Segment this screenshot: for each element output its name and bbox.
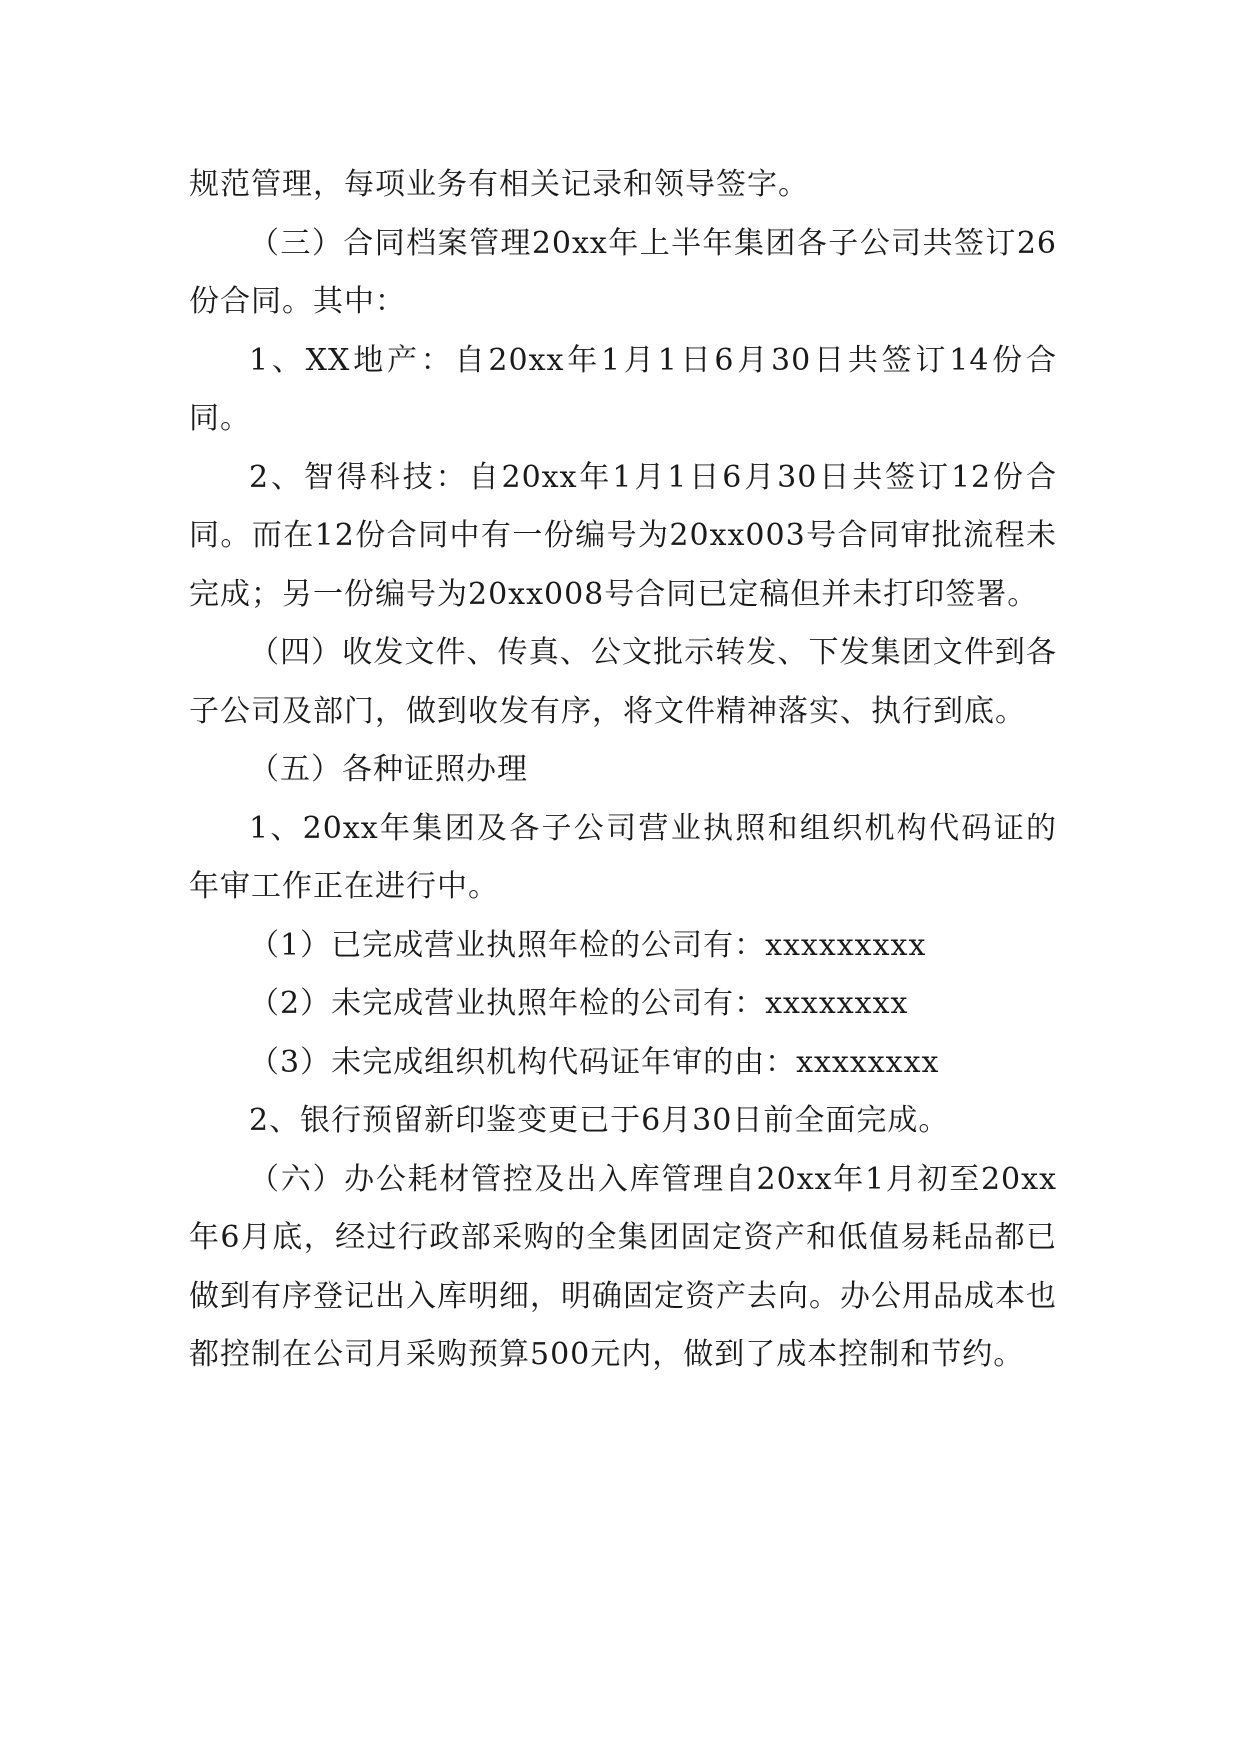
paragraph-office-supplies: （六）办公耗材管控及出入库管理自20xx年1月初至20xx年6月底，经过行政部采购的全集团固定资产和低值易耗品都已做到有序登记出入库明细，明确固定资产去向。办公用品成本也都控制在公司月采购预算500元内，做到了成本控制和节约。	[189, 1161, 1057, 1372]
paragraph-licenses-heading: （五）各种证照办理	[249, 752, 528, 787]
paragraph-annual-review: 1、20xx年集团及各子公司营业执照和组织机构代码证的年审工作正在进行中。	[189, 810, 1057, 904]
paragraph-xx-realestate: 1、XX地产：自20xx年1月1日6月30日共签订14份合同。	[189, 342, 1057, 436]
paragraph-license-pending: （2）未完成营业执照年检的公司有：xxxxxxxx	[249, 986, 909, 1021]
paragraph-org-code-pending: （3）未完成组织机构代码证年审的由：xxxxxxxx	[249, 1044, 940, 1080]
paragraph-bank-seal: 2、银行预留新印鉴变更已于6月30日前全面完成。	[249, 1103, 950, 1138]
document-body	[189, 156, 1057, 1385]
paragraph-document-dispatch: （四）收发文件、传真、公文批示转发、下发集团文件到各子公司及部门，做到收发有序，将文件精神落实、执行到底。	[189, 635, 1057, 729]
paragraph-contract-archive: （三）合同档案管理20xx年上半年集团各子公司共签订26份合同。其中：	[189, 225, 1057, 319]
paragraph-license-done: （1）已完成营业执照年检的公司有：xxxxxxxxx	[249, 927, 927, 963]
paragraph-zhide-tech: 2、智得科技：自20xx年1月1日6月30日共签订12份合同。而在12份合同中有一份编号为20xx003号合同审批流程未完成；另一份编号为20xx008号合同已定稿但并未打印签署。	[189, 459, 1057, 612]
paragraph-records: 规范管理，每项业务有相关记录和领导签字。	[189, 167, 809, 202]
